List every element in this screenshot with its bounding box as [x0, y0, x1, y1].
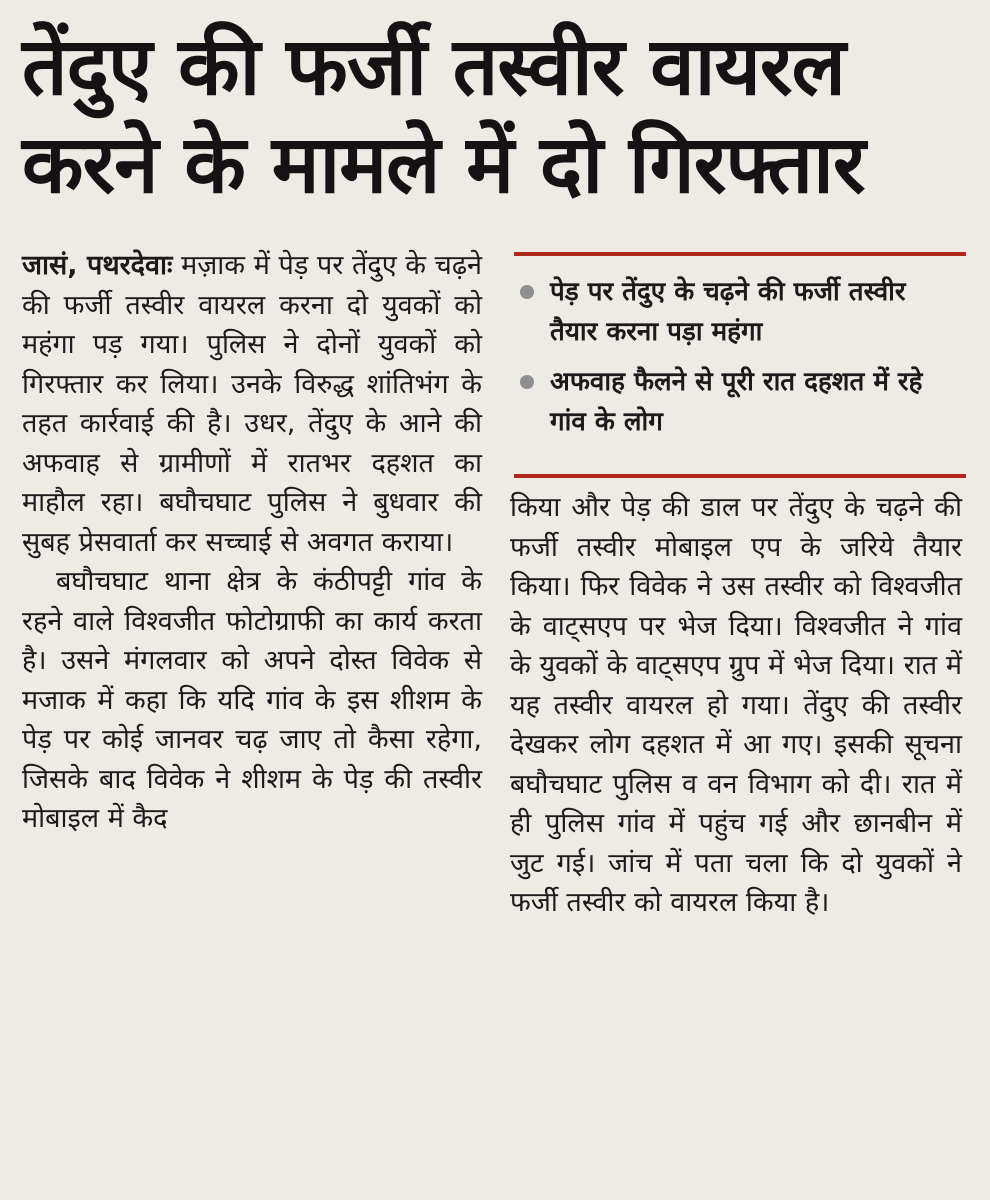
highlight-text: अफवाह फैलने से पूरी रात दहशत में रहे गांव के लोग: [550, 367, 923, 437]
bullet-icon: [520, 375, 534, 389]
headline-line-2: करने के मामले में दो गिरफ्तार: [22, 118, 865, 211]
highlights-box: [516, 272, 956, 452]
highlights-bottom-rule: [514, 474, 966, 478]
body-paragraph-right: किया और पेड़ की डाल पर तेंदुए के चढ़ने की फर्जी तस्वीर मोबाइल एप के जरिये तैयार किया। फिर विवेक ने उस तस्वीर को विश्वजीत के वाट्सएप पर भेज दिया। विश्वजीत ने गांव के युवकों के वाट्सएप ग्रुप में भेज दिया। रात में यह तस्वीर वायरल हो गया। तेंदुए की तस्वीर देखकर लोग दहशत में आ गए। इसकी सूचना बघौचघाट पुलिस व वन विभाग को दी। रात में ही पुलिस गांव में पहुंच गई और छानबीन में जुट गई। जांच में पता चला कि दो युवकों ने फर्जी तस्वीर को वायरल किया है।: [510, 492, 962, 918]
left-column: [22, 246, 482, 839]
intro-text: मज़ाक में पेड़ पर तेंदुए के चढ़ने की फर्जी तस्वीर वायरल करना दो युवकों को महंगा पड़ गया। पुलिस ने दोनों युवकों को गिरफ्तार कर लिया। उनके विरुद्ध शांतिभंग के तहत कार्रवाई की है। उधर, तेंदुए के आने की अफवाह से ग्रामीणों में रातभर दहशत का माहौल रहा। बघौचघाट पुलिस ने बुधवार की सुबह प्रेसवार्ता कर सच्चाई से अवगत कराया।: [22, 250, 483, 558]
bullet-icon: [520, 285, 534, 299]
dateline: जासं, पथरदेवाः: [22, 250, 173, 281]
highlight-item: [516, 272, 956, 352]
headline-line-1: तेंदुए की फर्जी तस्वीर वायरल: [22, 20, 845, 113]
highlight-item: [516, 362, 956, 442]
body-paragraph-left: बघौचघाट थाना क्षेत्र के कंठीपट्टी गांव के रहने वाले विश्वजीत फोटोग्राफी का कार्य करता है। उसने मंगलवार को अपने दोस्त विवेक से मजाक में कहा कि यदि गांव के इस शीशम के पेड़ पर कोई जानवर चढ़ जाए तो कैसा रहेगा, जिसके बाद विवेक ने शीशम के पेड़ की तस्वीर मोबाइल में कैद: [22, 566, 482, 834]
intro-paragraph: [22, 246, 482, 562]
highlights-top-rule: [514, 252, 966, 256]
highlight-text: पेड़ पर तेंदुए के चढ़ने की फर्जी तस्वीर तैयार करना पड़ा महंगा: [550, 277, 906, 347]
headline: [22, 18, 972, 214]
right-column: [510, 488, 962, 923]
